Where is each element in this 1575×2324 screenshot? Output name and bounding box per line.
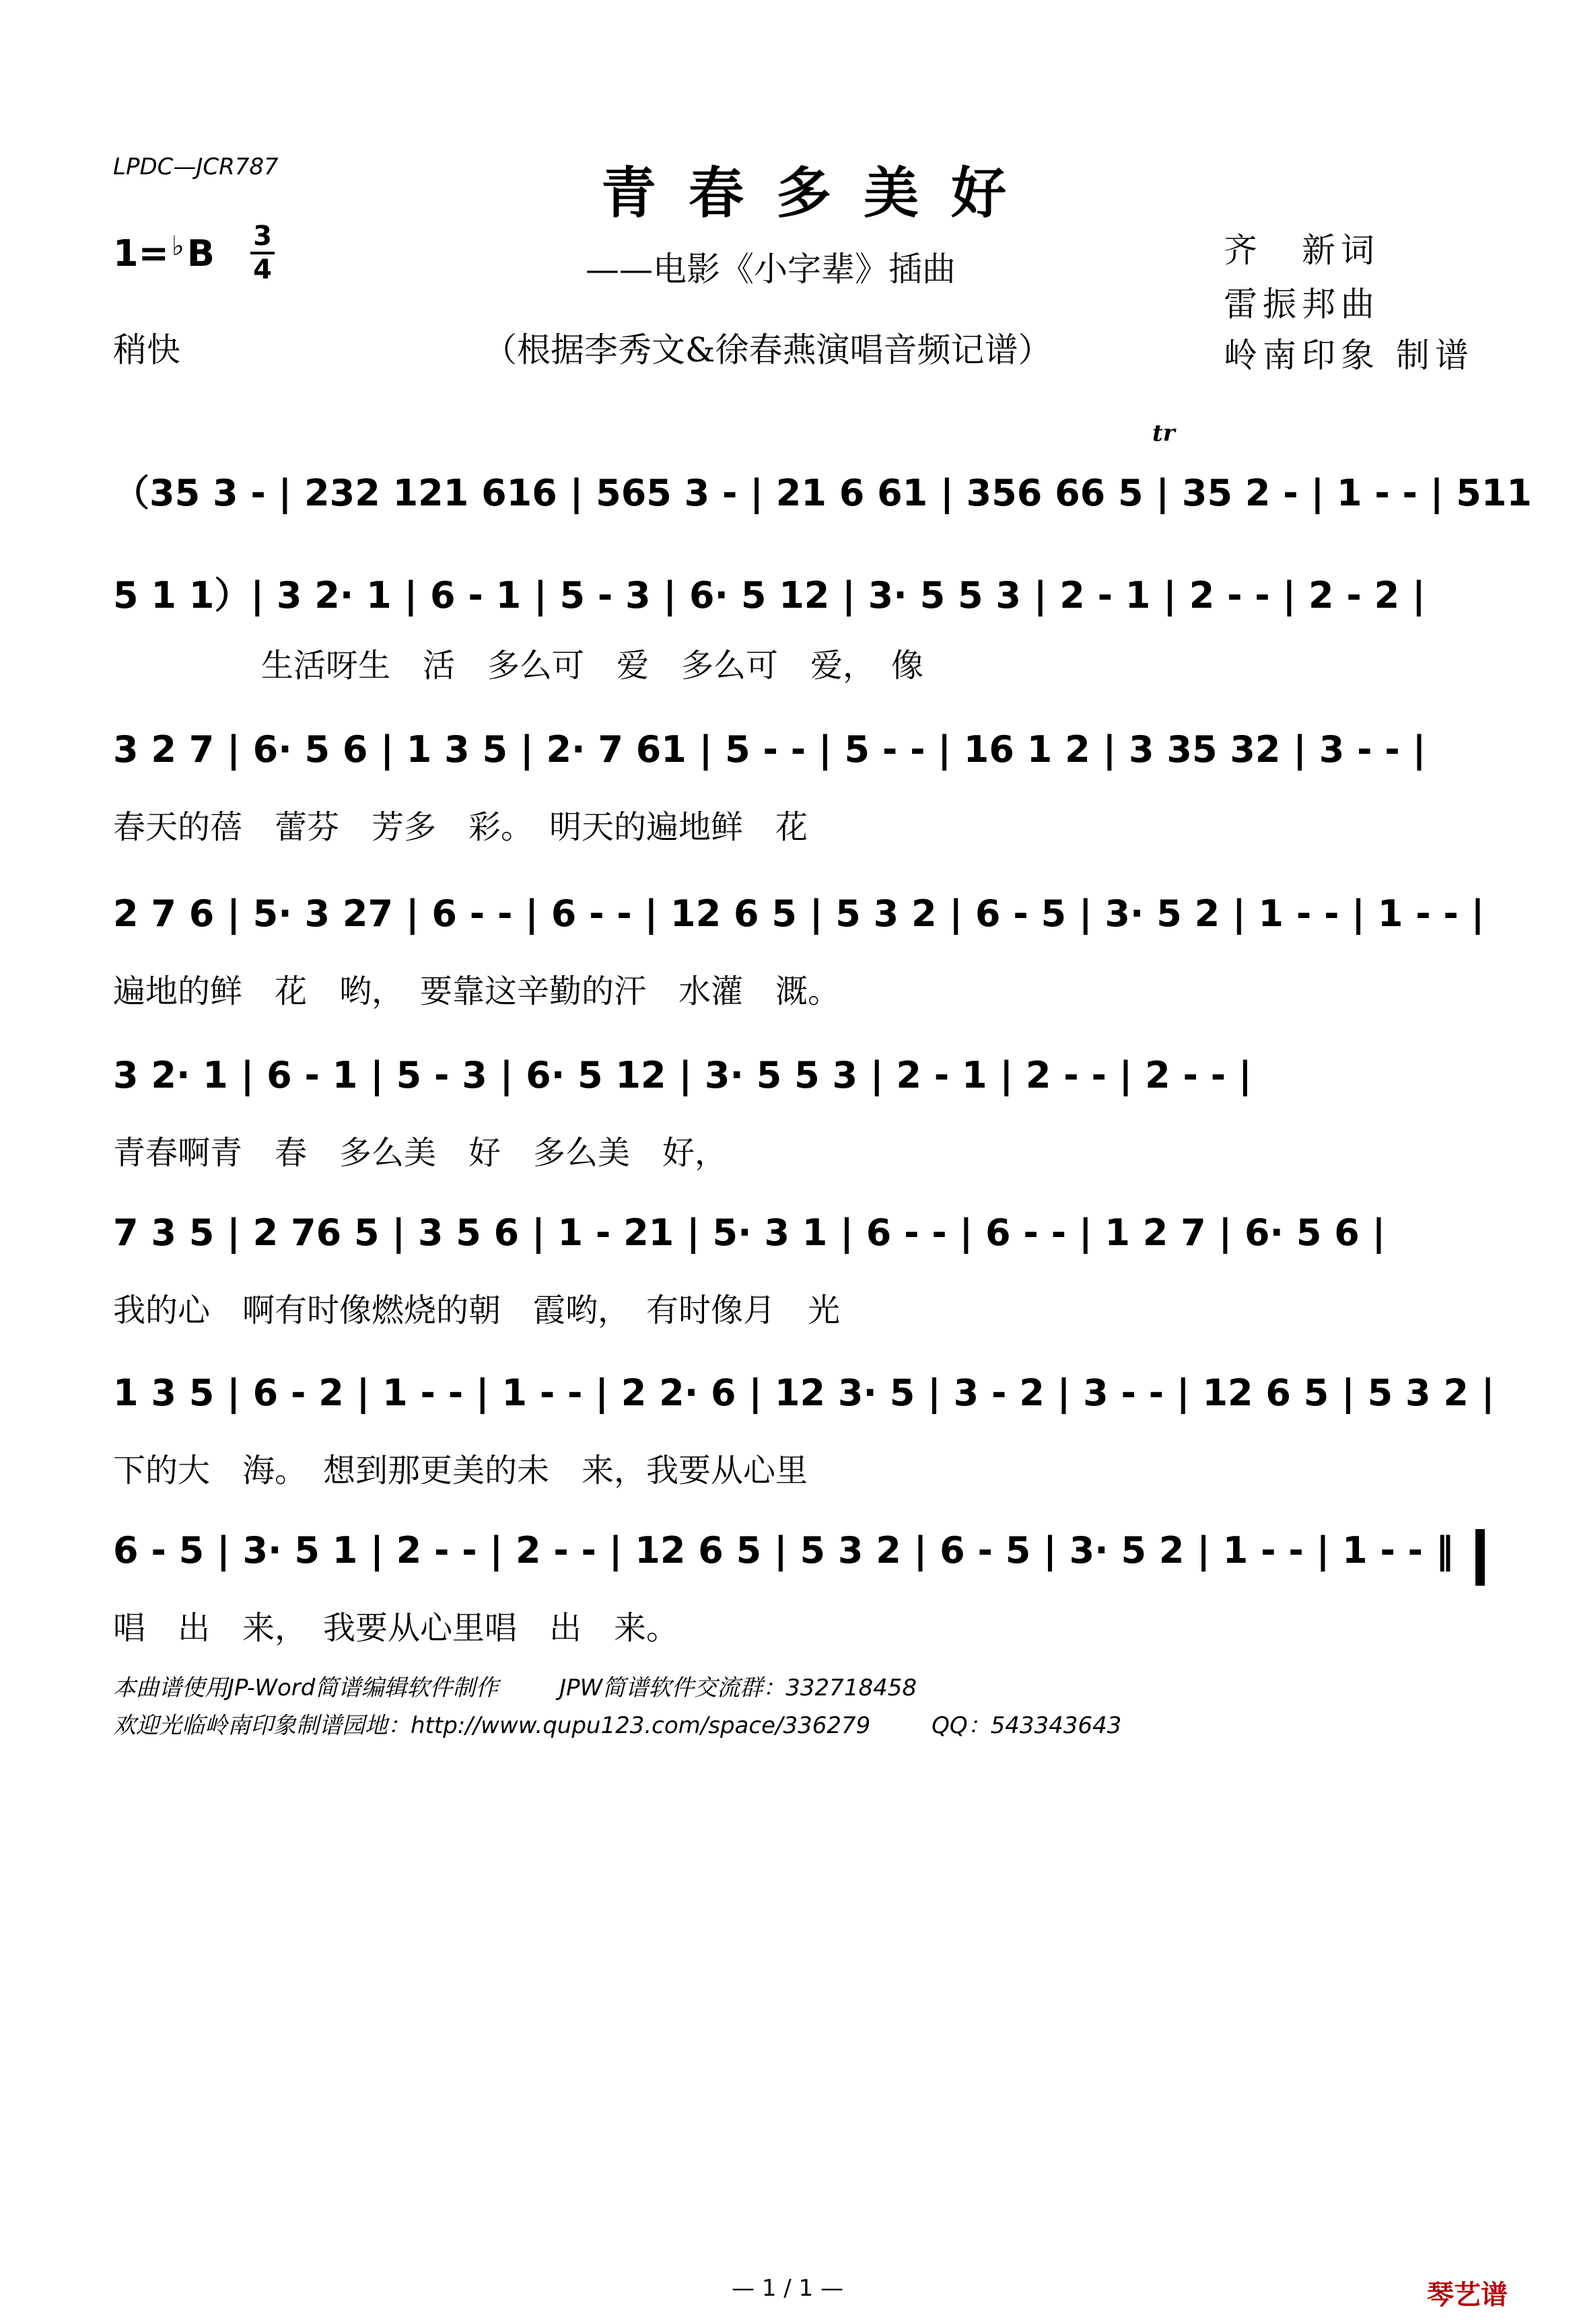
staff-line-5: [113, 1054, 1486, 1096]
staff-line-7: [113, 1372, 1495, 1414]
lyrics-line-6: [113, 1284, 1486, 1331]
key-note: B: [186, 232, 215, 275]
footer-software: 本曲谱使用JP-Word简谱编辑软件制作: [113, 1675, 499, 1701]
page-number: — 1 / 1 —: [732, 2275, 843, 2302]
song-title: 青春多美好: [600, 161, 1039, 225]
footer-line-2: [113, 1707, 1121, 1740]
lyrics-line-2: [113, 639, 1486, 686]
staff-notes: 7 3 5 | 2 76 5 | 3 5 6 | 1 - 21 | 5· 3 1 | 6 - - | 6 - - | 1 2 7 | 6· 5 6 |: [113, 1211, 1386, 1254]
final-barline: [1475, 1529, 1485, 1586]
source-note: （根据李秀文&徐春燕演唱音频记谱）: [483, 330, 1052, 369]
lyrics-line-4: [113, 965, 1486, 1012]
lyrics-line-5: [113, 1127, 1486, 1173]
time-bottom: 4: [253, 254, 272, 285]
lyrics-text: 我的心 啊有时像燃烧的朝 霞哟， 有时像月 光: [113, 1292, 841, 1329]
staff-notes: 3 2 7 | 6· 5 6 | 1 3 5 | 2· 7 61 | 5 - - | 5 - - | 16 1 2 | 3 35 32 | 3 - - |: [113, 728, 1426, 771]
staff-line-8: [113, 1529, 1486, 1572]
lyrics-text: 下的大 海。 想到那更美的未 来，我要从心里: [113, 1452, 808, 1489]
staff-line-1: [113, 464, 1533, 516]
staff-line-6: [113, 1211, 1486, 1254]
lyrics-line-8: [113, 1602, 1486, 1648]
lyrics-text: 唱 出 来， 我要从心里唱 出 来。: [113, 1609, 679, 1647]
footer-website: 欢迎光临岭南印象制谱园地：http://www.qupu123.com/space/336279: [113, 1712, 871, 1739]
lyrics-text: 青春啊青 春 多么美 好 多么美 好，: [113, 1134, 728, 1172]
staff-notes: （35 3 - | 232 121 616 | 565 3 - | 21 6 61 | 356 66 5 | 35 2 - | 1 - - | 511: [113, 472, 1533, 514]
lyrics-text: 遍地的鲜 花 哟， 要靠这辛勤的汗 水灌 溉。: [113, 973, 841, 1010]
staff-notes: 6 - 5 | 3· 5 1 | 2 - - | 2 - - | 12 6 5 | 5 3 2 | 6 - 5 | 3· 5 2 | 1 - - | 1 - - ‖: [113, 1529, 1454, 1572]
staff-notes: 1 3 5 | 6 - 2 | 1 - - | 1 - - | 2 2· 6 | 12 3· 5 | 3 - 2 | 3 - - | 12 6 5 | 5 3 2 |: [113, 1372, 1495, 1414]
time-signature: [250, 222, 275, 284]
tempo-marking: 稍快: [113, 330, 180, 369]
composer-credit: 雷振邦曲: [1224, 285, 1380, 324]
staff-notes: 5 1 1）| 3 2· 1 | 6 - 1 | 5 - 3 | 6· 5 12 | 3· 5 5 3 | 2 - 1 | 2 - - | 2 - 2 |: [113, 574, 1426, 617]
time-top: 3: [253, 221, 272, 252]
staff-line-3: [113, 728, 1486, 771]
lyrics-text: 春天的蓓 蕾芬 芳多 彩。 明天的遍地鲜 花: [113, 808, 808, 846]
staff-line-2: [113, 567, 1486, 619]
lyrics-line-7: [113, 1444, 1486, 1491]
footer-qq: QQ：543343643: [932, 1712, 1122, 1739]
key-label: 1=: [113, 232, 169, 275]
key-signature: [113, 232, 215, 275]
flat-sign: ♭: [171, 231, 184, 262]
site-logo: 琴艺谱: [1427, 2280, 1508, 2311]
staff-notes: 2 7 6 | 5· 3 27 | 6 - - | 6 - - | 12 6 5 | 5 3 2 | 6 - 5 | 3· 5 2 | 1 - - | 1 - - |: [113, 892, 1485, 935]
subtitle: ——电影《小字辈》插曲: [586, 250, 956, 289]
arranger-credit: 岭南印象 制谱: [1224, 336, 1474, 375]
score-code: LPDC—JCR787: [113, 153, 279, 180]
lyrics-text: 生活呀生 活 多么可 爱 多么可 爱， 像: [261, 647, 924, 684]
lyricist-credit: 齐 新词: [1224, 231, 1380, 270]
lyrics-line-3: [113, 801, 1486, 847]
staff-line-4: [113, 892, 1486, 935]
trill-mark: tr: [1152, 420, 1175, 447]
footer-line-1: [113, 1669, 917, 1702]
footer-group: JPW简谱软件交流群：332718458: [559, 1675, 917, 1701]
staff-notes: 3 2· 1 | 6 - 1 | 5 - 3 | 6· 5 12 | 3· 5 5 3 | 2 - 1 | 2 - - | 2 - - |: [113, 1054, 1252, 1096]
